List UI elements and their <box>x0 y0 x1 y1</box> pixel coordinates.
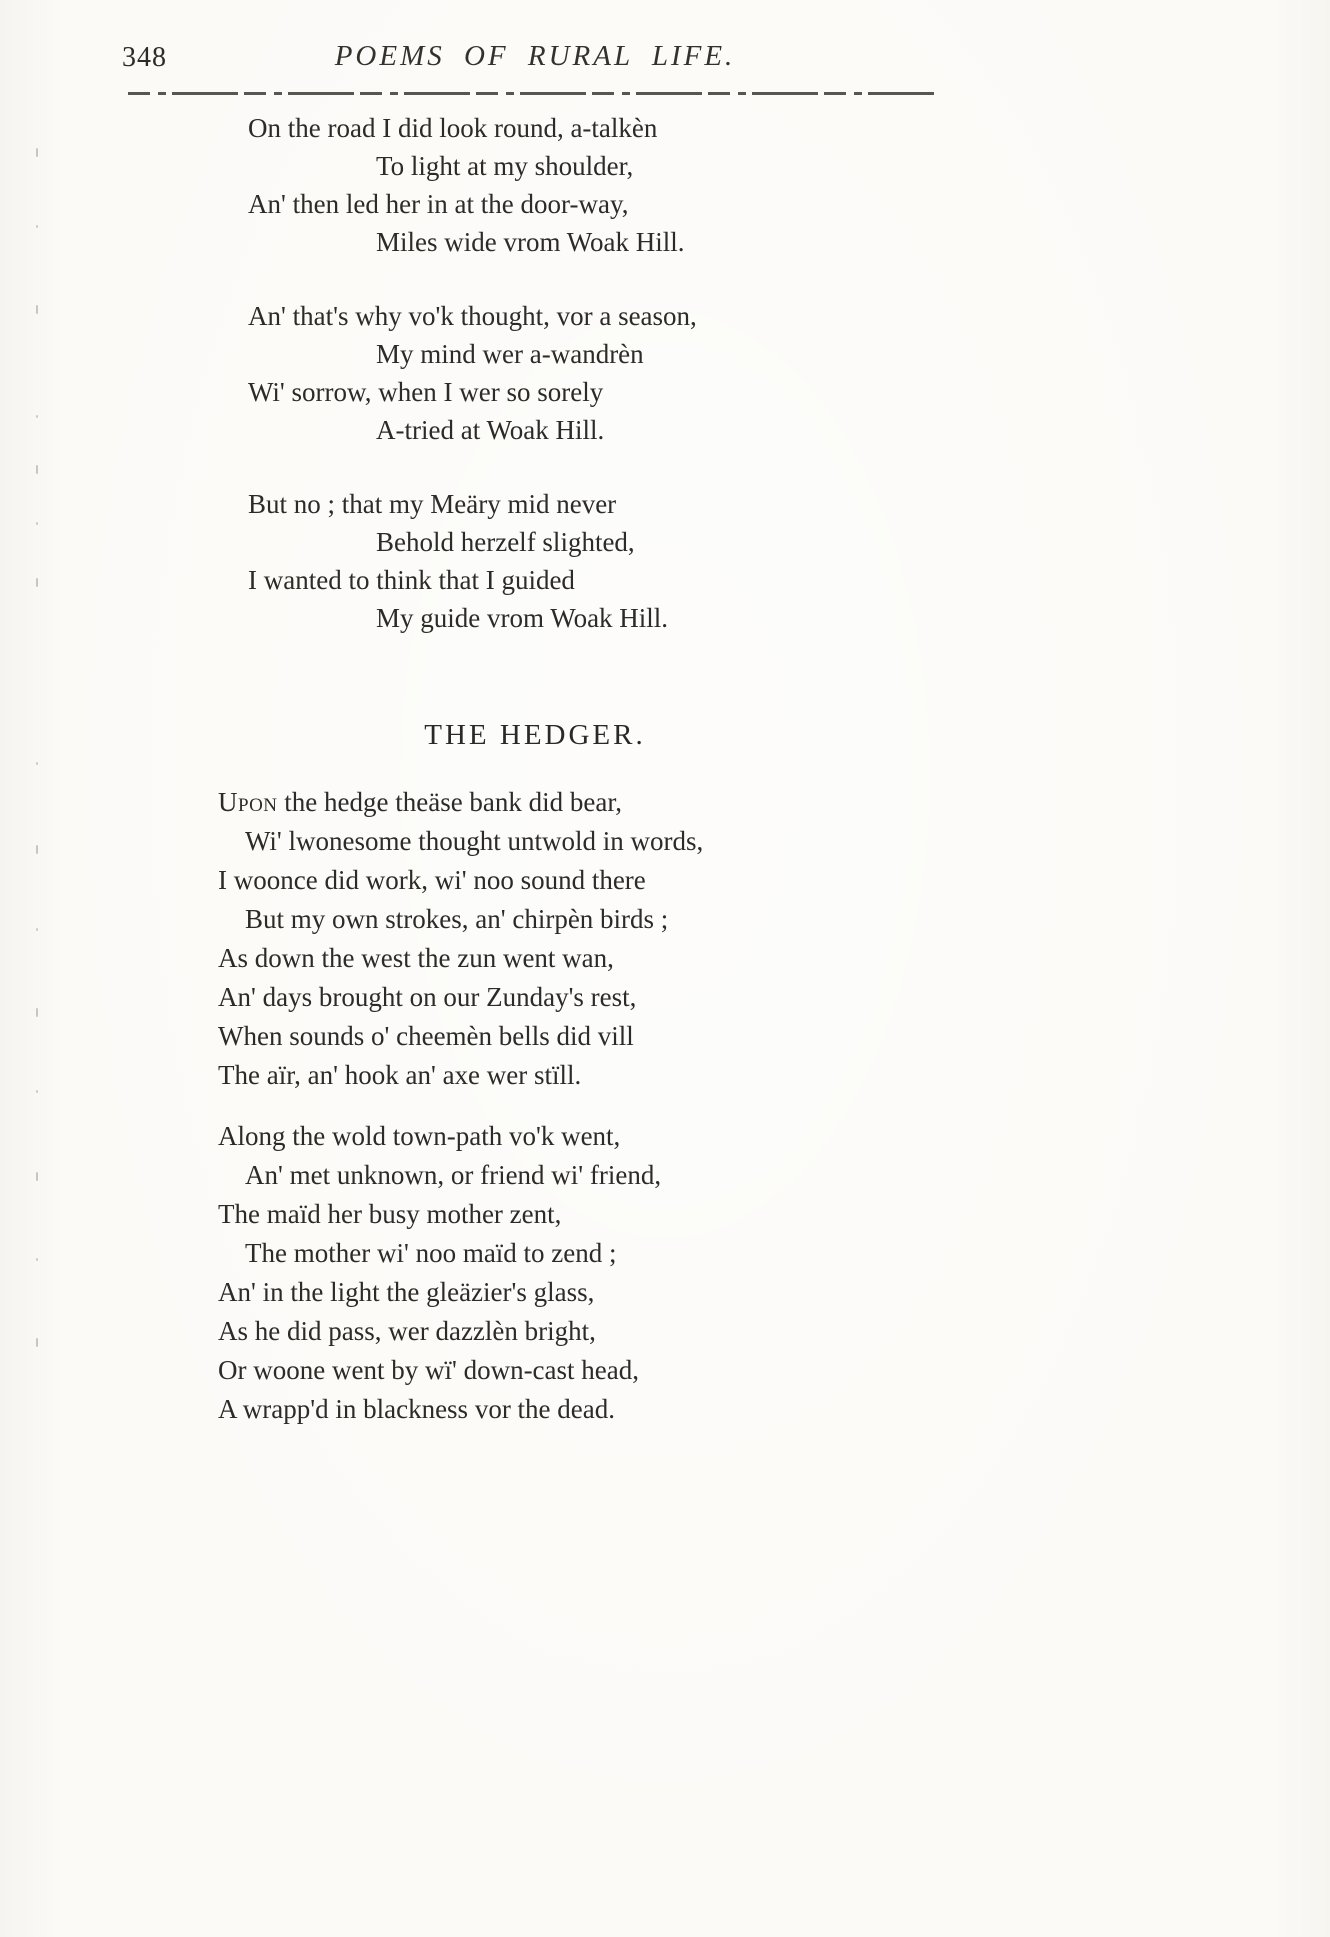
poem-line: Wi' sorrow, when I wer so sorely <box>248 377 604 407</box>
poem-line: As down the west the zun went wan, <box>218 943 614 973</box>
poem-title: THE HEDGER. <box>424 719 646 751</box>
poem-line: The mother wi' noo maïd to zend ; <box>245 1238 617 1268</box>
poem-line: My guide vrom Woak Hill. <box>376 603 669 633</box>
poem-line: Upon the hedge theäse bank did bear, <box>218 787 623 817</box>
poem-line: But my own strokes, an' chirpèn birds ; <box>245 904 669 934</box>
scan-artifact <box>36 415 38 418</box>
poem-line: Along the wold town-path vo'k went, <box>218 1121 621 1151</box>
scan-artifact <box>36 225 38 228</box>
poem-line: But no ; that my Meäry mid never <box>248 489 617 519</box>
stanza <box>248 297 1330 449</box>
poem-line: As he did pass, wer dazzlèn bright, <box>218 1316 596 1346</box>
poem-the-hedger <box>218 783 1330 1429</box>
poem-line: An' days brought on our Zunday's rest, <box>218 982 637 1012</box>
poem-line: My mind wer a-wandrèn <box>376 339 644 369</box>
poem-line: An' then led her in at the door-way, <box>248 189 629 219</box>
poem-line: Wi' lwonesome thought untwold in words, <box>245 826 704 856</box>
page-header <box>120 0 950 80</box>
scan-artifact <box>36 1172 38 1181</box>
scan-artifact <box>36 928 38 931</box>
scan-artifact <box>36 522 38 525</box>
scan-artifact <box>36 845 38 854</box>
poem-line: Behold herzelf slighted, <box>376 527 635 557</box>
scan-artifact <box>36 148 38 157</box>
stanza <box>248 109 1330 261</box>
poem-line: The maïd her busy mother zent, <box>218 1199 562 1229</box>
header-rule <box>128 92 940 95</box>
scan-artifact <box>36 1258 38 1261</box>
scan-artifact <box>36 1338 38 1347</box>
poem-woak-hill-ending <box>248 109 1330 637</box>
scan-artifact <box>36 305 38 314</box>
smallcaps-lead-word: Upon <box>218 787 278 817</box>
poem-line: To light at my shoulder, <box>376 151 634 181</box>
stanza <box>248 485 1330 637</box>
scan-artifact <box>36 465 38 474</box>
poem-line: An' met unknown, or friend wi' friend, <box>245 1160 662 1190</box>
page-number: 348 <box>122 42 167 73</box>
poem-line: When sounds o' cheemèn bells did vill <box>218 1021 634 1051</box>
poem-line: Miles wide vrom Woak Hill. <box>376 227 685 257</box>
scan-artifact <box>36 578 38 587</box>
scan-artifact <box>36 1090 38 1093</box>
poem-line: On the road I did look round, a-talkèn <box>248 113 658 143</box>
running-title: POEMS OF RURAL LIFE. <box>334 40 736 72</box>
stanza <box>218 1117 1330 1429</box>
poem-line: The aïr, an' hook an' axe wer stïll. <box>218 1060 582 1090</box>
poem-line: A wrapp'd in blackness vor the dead. <box>218 1394 616 1424</box>
poem-line: A-tried at Woak Hill. <box>376 415 605 445</box>
poem-line: An' that's why vo'k thought, vor a season, <box>248 301 697 331</box>
poem-line: I woonce did work, wi' noo sound there <box>218 865 646 895</box>
poem-line: I wanted to think that I guided <box>248 565 575 595</box>
poem-line: An' in the light the gleäzier's glass, <box>218 1277 595 1307</box>
poem-line: Or woone went by wï' down-cast head, <box>218 1355 640 1385</box>
scan-artifact <box>36 1008 38 1017</box>
stanza <box>218 783 1330 1095</box>
scan-artifact <box>36 762 38 765</box>
